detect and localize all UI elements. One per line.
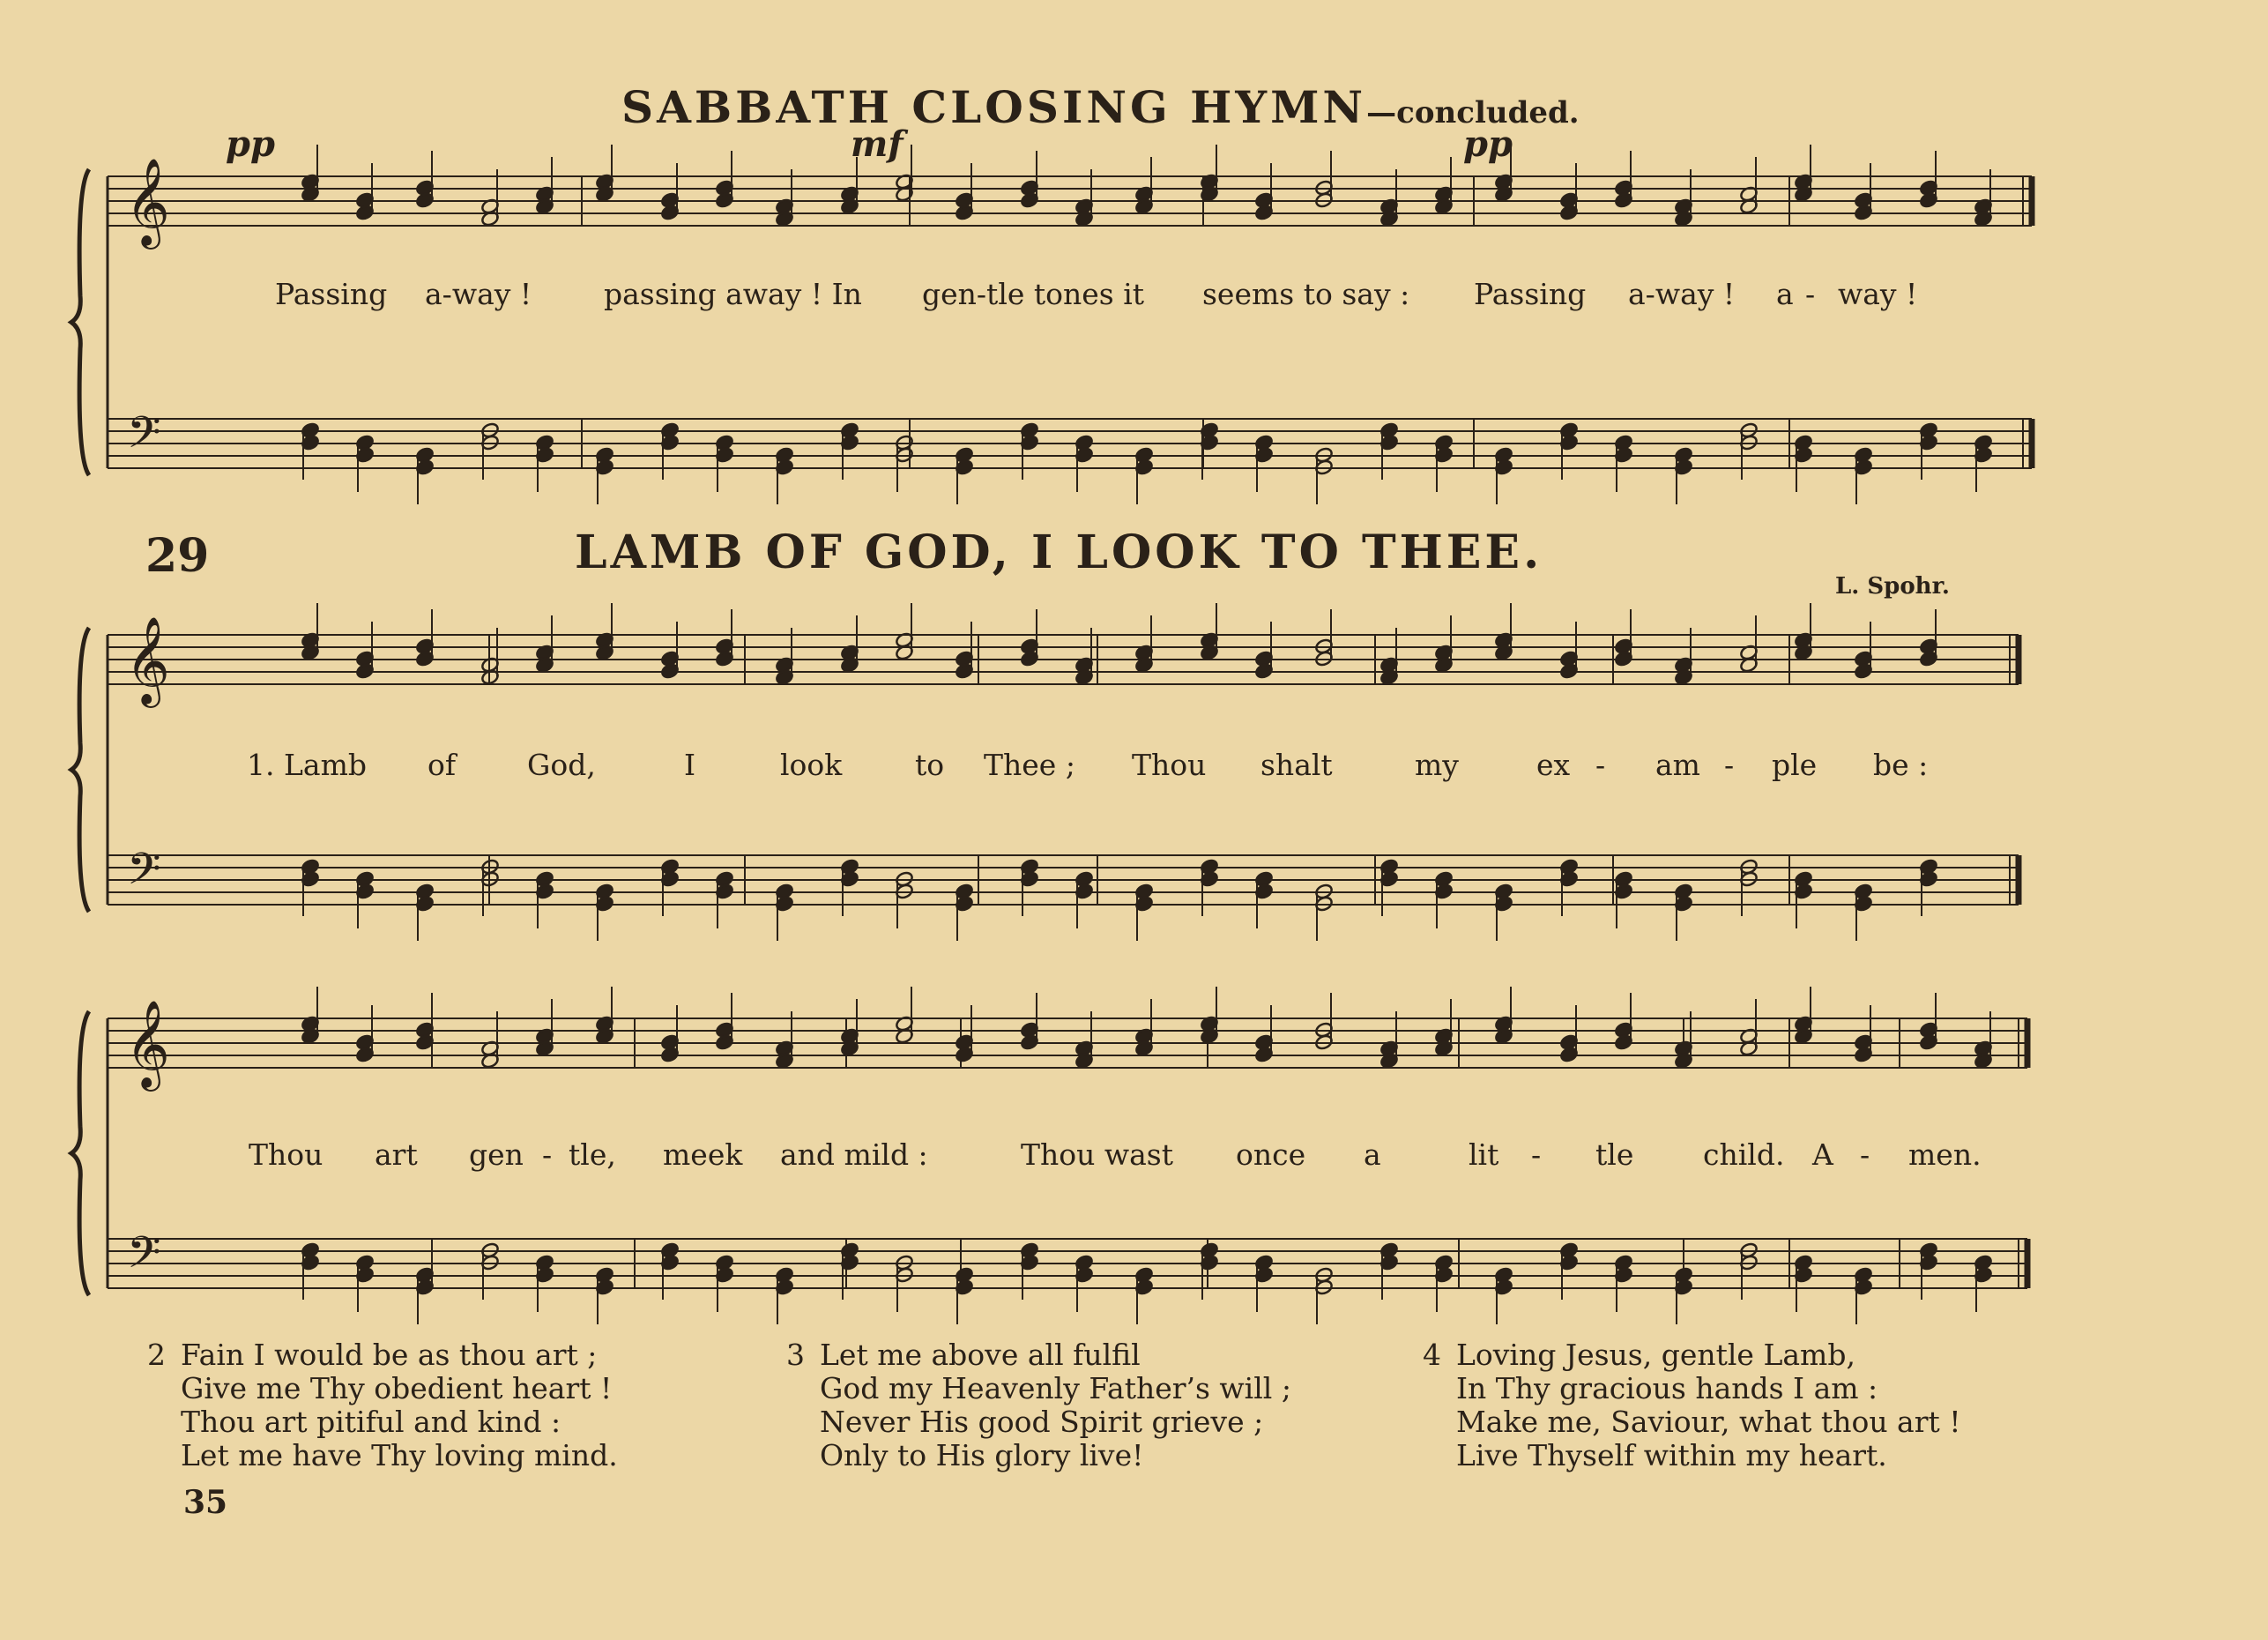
lyric-word: Thou	[1132, 748, 1207, 782]
verse-number: 4	[1423, 1338, 1441, 1372]
lyric-word: a	[1776, 277, 1794, 311]
lyric-word: am	[1655, 748, 1700, 782]
verse-line: Loving Jesus, gentle Lamb,	[1456, 1338, 1855, 1372]
verse-line: God my Heavenly Father’s will ;	[820, 1371, 1291, 1405]
lyric-word: -	[1595, 748, 1606, 782]
top-hymn-title-suffix: —concluded.	[1366, 95, 1580, 130]
page-number: 35	[183, 1484, 228, 1521]
lyric-word: -	[1805, 277, 1816, 311]
lyric-word: gen-tle tones it	[922, 277, 1145, 311]
verse-line: Let me above all fulfil	[820, 1338, 1141, 1372]
lyric-word: -	[1860, 1137, 1870, 1172]
lyric-word: ex	[1536, 748, 1571, 782]
system-brace	[71, 628, 89, 912]
treble-clef-icon: 𝄞	[125, 158, 170, 246]
lyric-word: a-way !	[1628, 277, 1736, 311]
bass-clef-icon: 𝄢	[127, 1227, 161, 1289]
verse-block	[147, 1338, 618, 1472]
lyric-word: tle,	[569, 1137, 616, 1172]
lyric-word: -	[1531, 1137, 1542, 1172]
lyric-word: Thou wast	[1021, 1137, 1173, 1172]
lyric-word: lit	[1469, 1137, 1499, 1172]
lyric-word: Thee ;	[984, 748, 1075, 782]
lyric-word: -	[542, 1137, 553, 1172]
verse-number: 3	[786, 1338, 805, 1372]
lyric-word: gen	[469, 1137, 524, 1172]
dynamic-marking: pp	[226, 123, 275, 165]
top-hymn-title	[621, 81, 1580, 133]
dynamic-marking: mf	[851, 123, 903, 165]
dynamic-marking: pp	[1463, 123, 1513, 165]
system-brace	[71, 169, 89, 475]
lyric-word: and mild :	[780, 1137, 928, 1172]
lyric-word: Passing	[1474, 277, 1587, 311]
lyric-word: seems to say :	[1202, 277, 1410, 311]
lyric-word: ple	[1772, 748, 1818, 782]
lyric-word: look	[780, 748, 843, 782]
lyric-word: once	[1236, 1137, 1306, 1172]
lyric-word: my	[1415, 748, 1459, 782]
lyric-word: be :	[1873, 748, 1929, 782]
lyric-word: tle	[1595, 1137, 1634, 1172]
lyric-word: Thou	[249, 1137, 323, 1172]
verse-line: Give me Thy obedient heart !	[181, 1371, 613, 1405]
lyric-word: men.	[1908, 1137, 1982, 1172]
lyric-word: shalt	[1260, 748, 1333, 782]
lyric-word: a-way !	[425, 277, 532, 311]
lyric-word: I	[684, 748, 696, 782]
lyric-word: child.	[1703, 1137, 1785, 1172]
verse-block	[786, 1338, 1291, 1472]
verse-line: Live Thyself within my heart.	[1456, 1438, 1887, 1472]
lyric-word: to	[915, 748, 945, 782]
bass-clef-icon: 𝄢	[127, 407, 161, 469]
verse-line: Never His good Spirit grieve ;	[820, 1405, 1264, 1439]
treble-clef-icon: 𝄞	[125, 1000, 170, 1088]
lyric-word: Passing	[275, 277, 388, 311]
verse-block	[1423, 1338, 1961, 1472]
verse-line: Make me, Saviour, what thou art !	[1456, 1405, 1961, 1439]
verse-line: Fain I would be as thou art ;	[181, 1338, 598, 1372]
verse-line: In Thy gracious hands I am :	[1456, 1371, 1878, 1405]
system-brace	[71, 1011, 89, 1295]
lyric-word: way !	[1838, 277, 1918, 311]
lyric-word: meek	[663, 1137, 743, 1172]
verse-line: Only to His glory live!	[820, 1438, 1144, 1472]
lyric-word: a	[1364, 1137, 1381, 1172]
verse-line: Let me have Thy loving mind.	[181, 1438, 618, 1472]
verse-number: 2	[147, 1338, 166, 1372]
lyric-word: 1. Lamb	[247, 748, 367, 782]
lyric-word: art	[375, 1137, 418, 1172]
bass-clef-icon: 𝄢	[127, 844, 161, 906]
top-hymn-title-text: SABBATH CLOSING HYMN	[621, 81, 1367, 133]
hymn-number: 29	[145, 529, 210, 583]
lyric-word: passing away ! In	[604, 277, 862, 311]
lyric-word: God,	[527, 748, 596, 782]
hymn-title: LAMB OF GOD, I LOOK TO THEE.	[575, 526, 1543, 579]
lyric-word: A	[1812, 1137, 1833, 1172]
verse-line: Thou art pitiful and kind :	[181, 1405, 561, 1439]
lyric-word: -	[1724, 748, 1735, 782]
lyric-word: of	[428, 748, 457, 782]
composer-credit: L. Spohr.	[1835, 573, 1950, 600]
treble-clef-icon: 𝄞	[125, 616, 170, 704]
